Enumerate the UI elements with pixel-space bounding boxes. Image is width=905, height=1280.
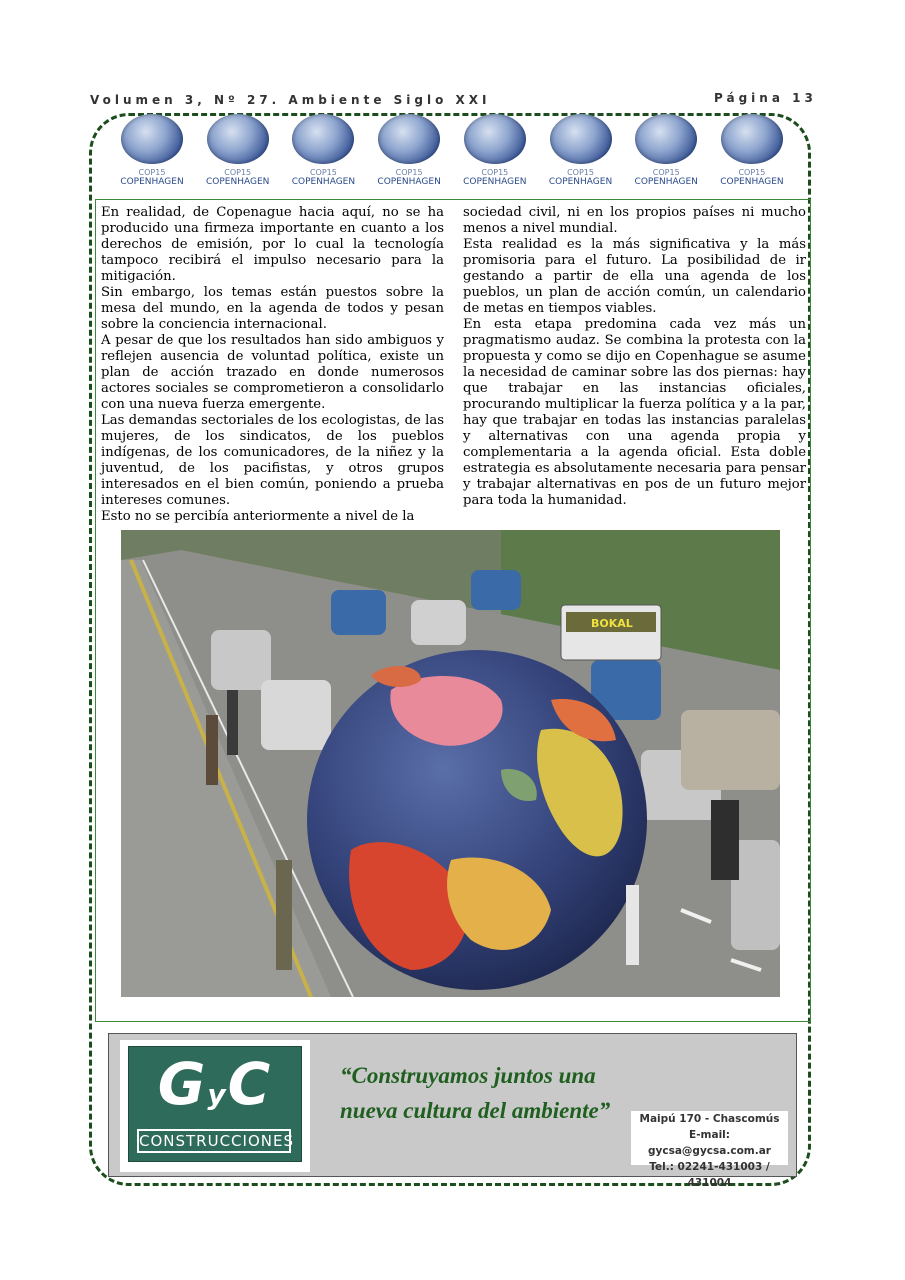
copenhagen-label: COPENHAGEN	[291, 177, 356, 187]
cop15-label: COP15	[481, 168, 509, 177]
inflatable-globe-photo	[121, 530, 780, 997]
car	[211, 630, 271, 690]
email: E-mail: gycsa@gycsa.com.ar	[648, 1129, 771, 1157]
paragraph: A pesar de que los resultados han sido ambiguos y reflejen ausencia de voluntad política, existe un plan de acción trazado en donde numerosos actores sociales se comprometieron a consolidarlo con una nueva fuerza emergente.	[101, 333, 444, 412]
page-number: Página 13	[714, 91, 817, 105]
paragraph: Esto no se percibía anteriormente a nivel de la	[101, 509, 415, 524]
globe-icon	[464, 114, 526, 164]
taxi	[331, 590, 386, 635]
logo-letter-y: y	[207, 1078, 228, 1111]
cop15-label: COP15	[395, 168, 423, 177]
car	[411, 600, 466, 645]
cop15-logo	[369, 114, 449, 194]
logo-subtitle: CONSTRUCCIONES	[137, 1129, 291, 1153]
cop15-logo	[198, 114, 278, 194]
globe-icon	[121, 114, 183, 164]
copenhagen-label: COPENHAGEN	[548, 177, 613, 187]
bus-sign: BOKAL	[591, 617, 633, 630]
globe-icon	[378, 114, 440, 164]
van	[681, 710, 780, 790]
cop15-logo	[541, 114, 621, 194]
logo-letter-g: G	[157, 1050, 208, 1118]
paragraph: En esta etapa predomina cada vez más un pragmatismo audaz. Se combina la protesta con la propuesta y como se dijo en Copenhague se asume la necesidad de caminar sobre las dos piernas: hay que trabajar en las instancias oficiales, procurando multiplicar la fuerza política y a la par, hay que trabajar en todas las instancias paralelas y alternativas con una agenda propia y complementaria a la agenda oficial. Esta doble estrategia es absolutamente necesaria para pensar y trabajar alternativas en pos de un futuro mejor para toda la humanidad.	[463, 317, 806, 508]
cop15-logo	[626, 114, 706, 194]
globe-icon	[635, 114, 697, 164]
copenhagen-label: COPENHAGEN	[206, 177, 270, 187]
slogan-line: “Construyamos juntos una	[340, 1063, 596, 1088]
gyc-logo-letters	[129, 1049, 301, 1130]
cop15-label: COP15	[309, 168, 337, 177]
gyc-logo	[120, 1040, 310, 1172]
person	[206, 715, 218, 785]
logo-letter-c: C	[227, 1050, 273, 1118]
person	[276, 860, 292, 970]
contact-info	[631, 1111, 788, 1189]
cop15-label: COP15	[738, 168, 766, 177]
cop15-label: COP15	[567, 168, 594, 177]
phone: Tel.: 02241-431003 / 431004	[649, 1161, 770, 1189]
person	[227, 690, 238, 755]
cop15-logo	[455, 114, 535, 194]
motorcyclist	[711, 800, 739, 880]
taxi	[471, 570, 521, 610]
cop15-label: COP15	[652, 168, 680, 177]
person	[626, 885, 639, 965]
cop15-logo	[712, 114, 792, 194]
car	[261, 680, 331, 750]
paragraph: sociedad civil, ni en los propios países ni mucho menos a nivel mundial.	[463, 205, 806, 236]
paragraph: Las demandas sectoriales de los ecologistas, de las mujeres, de los sindicatos, de los pueblos indígenas, de los comunicadores, de la niñez y la juventud, de los pacifistas, y otros grupos interesados en el bien común, poniendo a prueba intereses comunes.	[101, 413, 444, 508]
cop15-logo	[283, 114, 363, 194]
copenhagen-label: COPENHAGEN	[720, 177, 784, 187]
cop15-logo-strip	[112, 114, 792, 194]
running-header: Volumen 3, Nº 27. Ambiente Siglo XXI	[90, 93, 491, 107]
globe-icon	[550, 114, 612, 164]
article-column-left	[101, 205, 444, 525]
copenhagen-label: COPENHAGEN	[120, 177, 184, 187]
globe-icon	[292, 114, 354, 164]
globe-icon	[721, 114, 783, 164]
copenhagen-label: COPENHAGEN	[634, 177, 698, 187]
cop15-logo	[112, 114, 192, 194]
copenhagen-label: COPENHAGEN	[463, 177, 527, 187]
paragraph: Esta realidad es la más significativa y la más promisoria para el futuro. La posibilidad de ir gestando a partir de ella una agenda de los pueblos, un plan de acción común, un calendario de metas en tiempos viables.	[463, 237, 806, 316]
address: Maipú 170 - Chascomús	[639, 1113, 780, 1125]
paragraph: En realidad, de Copenague hacia aquí, no se ha producido una firmeza importante en cuanto a los derechos de emisión, por lo cual la tecnología tampoco recibirá el impulso necesario para la mitigación.	[101, 205, 444, 284]
cop15-label: COP15	[224, 168, 252, 177]
article-column-right	[463, 205, 806, 509]
globe-icon	[207, 114, 269, 164]
advertisement-slogan	[340, 1058, 630, 1128]
copenhagen-label: COPENHAGEN	[377, 177, 441, 187]
slogan-line: nueva cultura del ambiente”	[340, 1098, 611, 1123]
photo-illustration	[121, 530, 780, 997]
paragraph: Sin embargo, los temas están puestos sobre la mesa del mundo, en la agenda de todos y pesan sobre la conciencia internacional.	[101, 285, 444, 332]
cop15-label: COP15	[138, 168, 166, 177]
gyc-logo-panel	[128, 1046, 302, 1162]
